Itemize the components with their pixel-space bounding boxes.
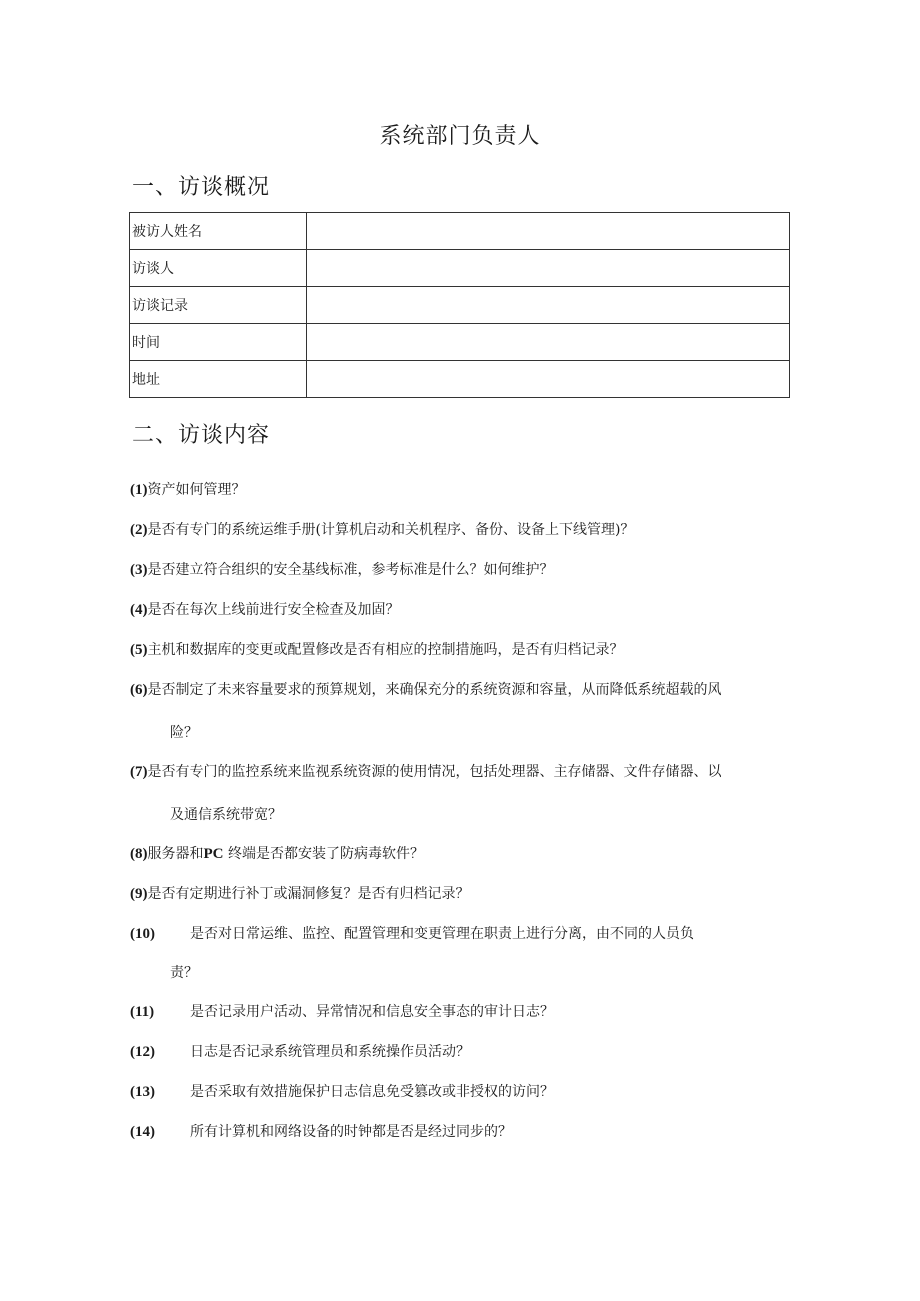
table-value-interview-record[interactable] <box>307 287 790 324</box>
question-text: 主机和数据库的变更或配置修改是否有相应的控制措施吗，是否有归档记录？ <box>147 642 624 658</box>
question-number: (6) <box>130 682 148 698</box>
question-text: 服务器和 <box>147 846 204 862</box>
question-item <box>130 834 795 874</box>
table-label-address: 地址 <box>130 361 307 398</box>
table-label-time: 时间 <box>130 324 307 361</box>
question-text: 所有计算机和网络设备的时钟都是否是经过同步的？ <box>190 1124 512 1140</box>
question-text-continued: 责？ <box>170 965 198 981</box>
table-row <box>130 287 790 324</box>
question-number: (8) <box>130 846 148 862</box>
question-text: 终端是否都安装了防病毒软件？ <box>227 846 424 862</box>
question-item <box>130 914 795 992</box>
question-item <box>130 470 795 510</box>
question-list <box>130 470 795 1152</box>
question-text-bold: PC <box>203 846 224 862</box>
question-text: 是否有专门的监控系统来监视系统资源的使用情况，包括处理器、主存储器、文件存储器、以 <box>147 764 722 780</box>
table-value-interviewee-name[interactable] <box>307 213 790 250</box>
section-heading-overview: 一、访谈概况 <box>132 175 271 200</box>
question-number: (11) <box>130 1004 155 1020</box>
page-title: 系统部门负责人 <box>379 124 541 149</box>
question-number: (14) <box>130 1124 155 1140</box>
table-label-interviewee-name: 被访人姓名 <box>130 213 307 250</box>
question-number: (10) <box>130 926 155 942</box>
table-label-interview-record: 访谈记录 <box>130 287 307 324</box>
question-item <box>130 874 795 914</box>
question-text: 是否制定了未来容量要求的预算规划，来确保充分的系统资源和容量，从而降低系统超载的风 <box>147 682 722 698</box>
question-text-continued: 及通信系统带宽？ <box>170 807 282 823</box>
question-text: 是否采取有效措施保护日志信息免受篡改或非授权的访问？ <box>190 1084 554 1100</box>
question-text: 是否在每次上线前进行安全检查及加固？ <box>147 602 400 618</box>
question-item <box>130 752 795 834</box>
question-text: 是否建立符合组织的安全基线标准，参考标准是什么？如何维护？ <box>147 562 554 578</box>
question-item <box>130 992 795 1032</box>
question-item <box>130 550 795 590</box>
question-text: 是否有定期进行补丁或漏洞修复？是否有归档记录？ <box>147 886 470 902</box>
question-item <box>130 1072 795 1112</box>
question-number: (3) <box>130 562 148 578</box>
table-row <box>130 250 790 287</box>
question-item <box>130 630 795 670</box>
question-number: (4) <box>130 602 148 618</box>
question-text-continued: 险？ <box>170 725 198 741</box>
question-text: 是否对日常运维、监控、配置管理和变更管理在职责上进行分离，由不同的人员负 <box>190 926 694 942</box>
interview-info-table <box>129 212 790 398</box>
question-item <box>130 1032 795 1072</box>
table-row <box>130 361 790 398</box>
question-number: (13) <box>130 1084 155 1100</box>
table-row <box>130 324 790 361</box>
question-item <box>130 1112 795 1152</box>
question-number: (7) <box>130 764 148 780</box>
table-label-interviewer: 访谈人 <box>130 250 307 287</box>
question-item <box>130 670 795 752</box>
section-heading-content: 二、访谈内容 <box>132 423 271 448</box>
question-number: (1) <box>130 482 148 498</box>
question-text: 资产如何管理？ <box>147 482 246 498</box>
question-number: (9) <box>130 886 148 902</box>
question-number: (12) <box>130 1044 155 1060</box>
question-item <box>130 590 795 630</box>
table-value-address[interactable] <box>307 361 790 398</box>
table-row <box>130 213 790 250</box>
question-number: (2) <box>130 522 148 538</box>
table-value-interviewer[interactable] <box>307 250 790 287</box>
table-value-time[interactable] <box>307 324 790 361</box>
question-number: (5) <box>130 642 148 658</box>
question-text: 日志是否记录系统管理员和系统操作员活动？ <box>190 1044 470 1060</box>
question-item <box>130 510 795 550</box>
question-text: 是否记录用户活动、异常情况和信息安全事态的审计日志？ <box>190 1004 554 1020</box>
question-text: 是否有专门的系统运维手册(计算机启动和关机程序、备份、设备上下线管理)？ <box>147 522 635 538</box>
